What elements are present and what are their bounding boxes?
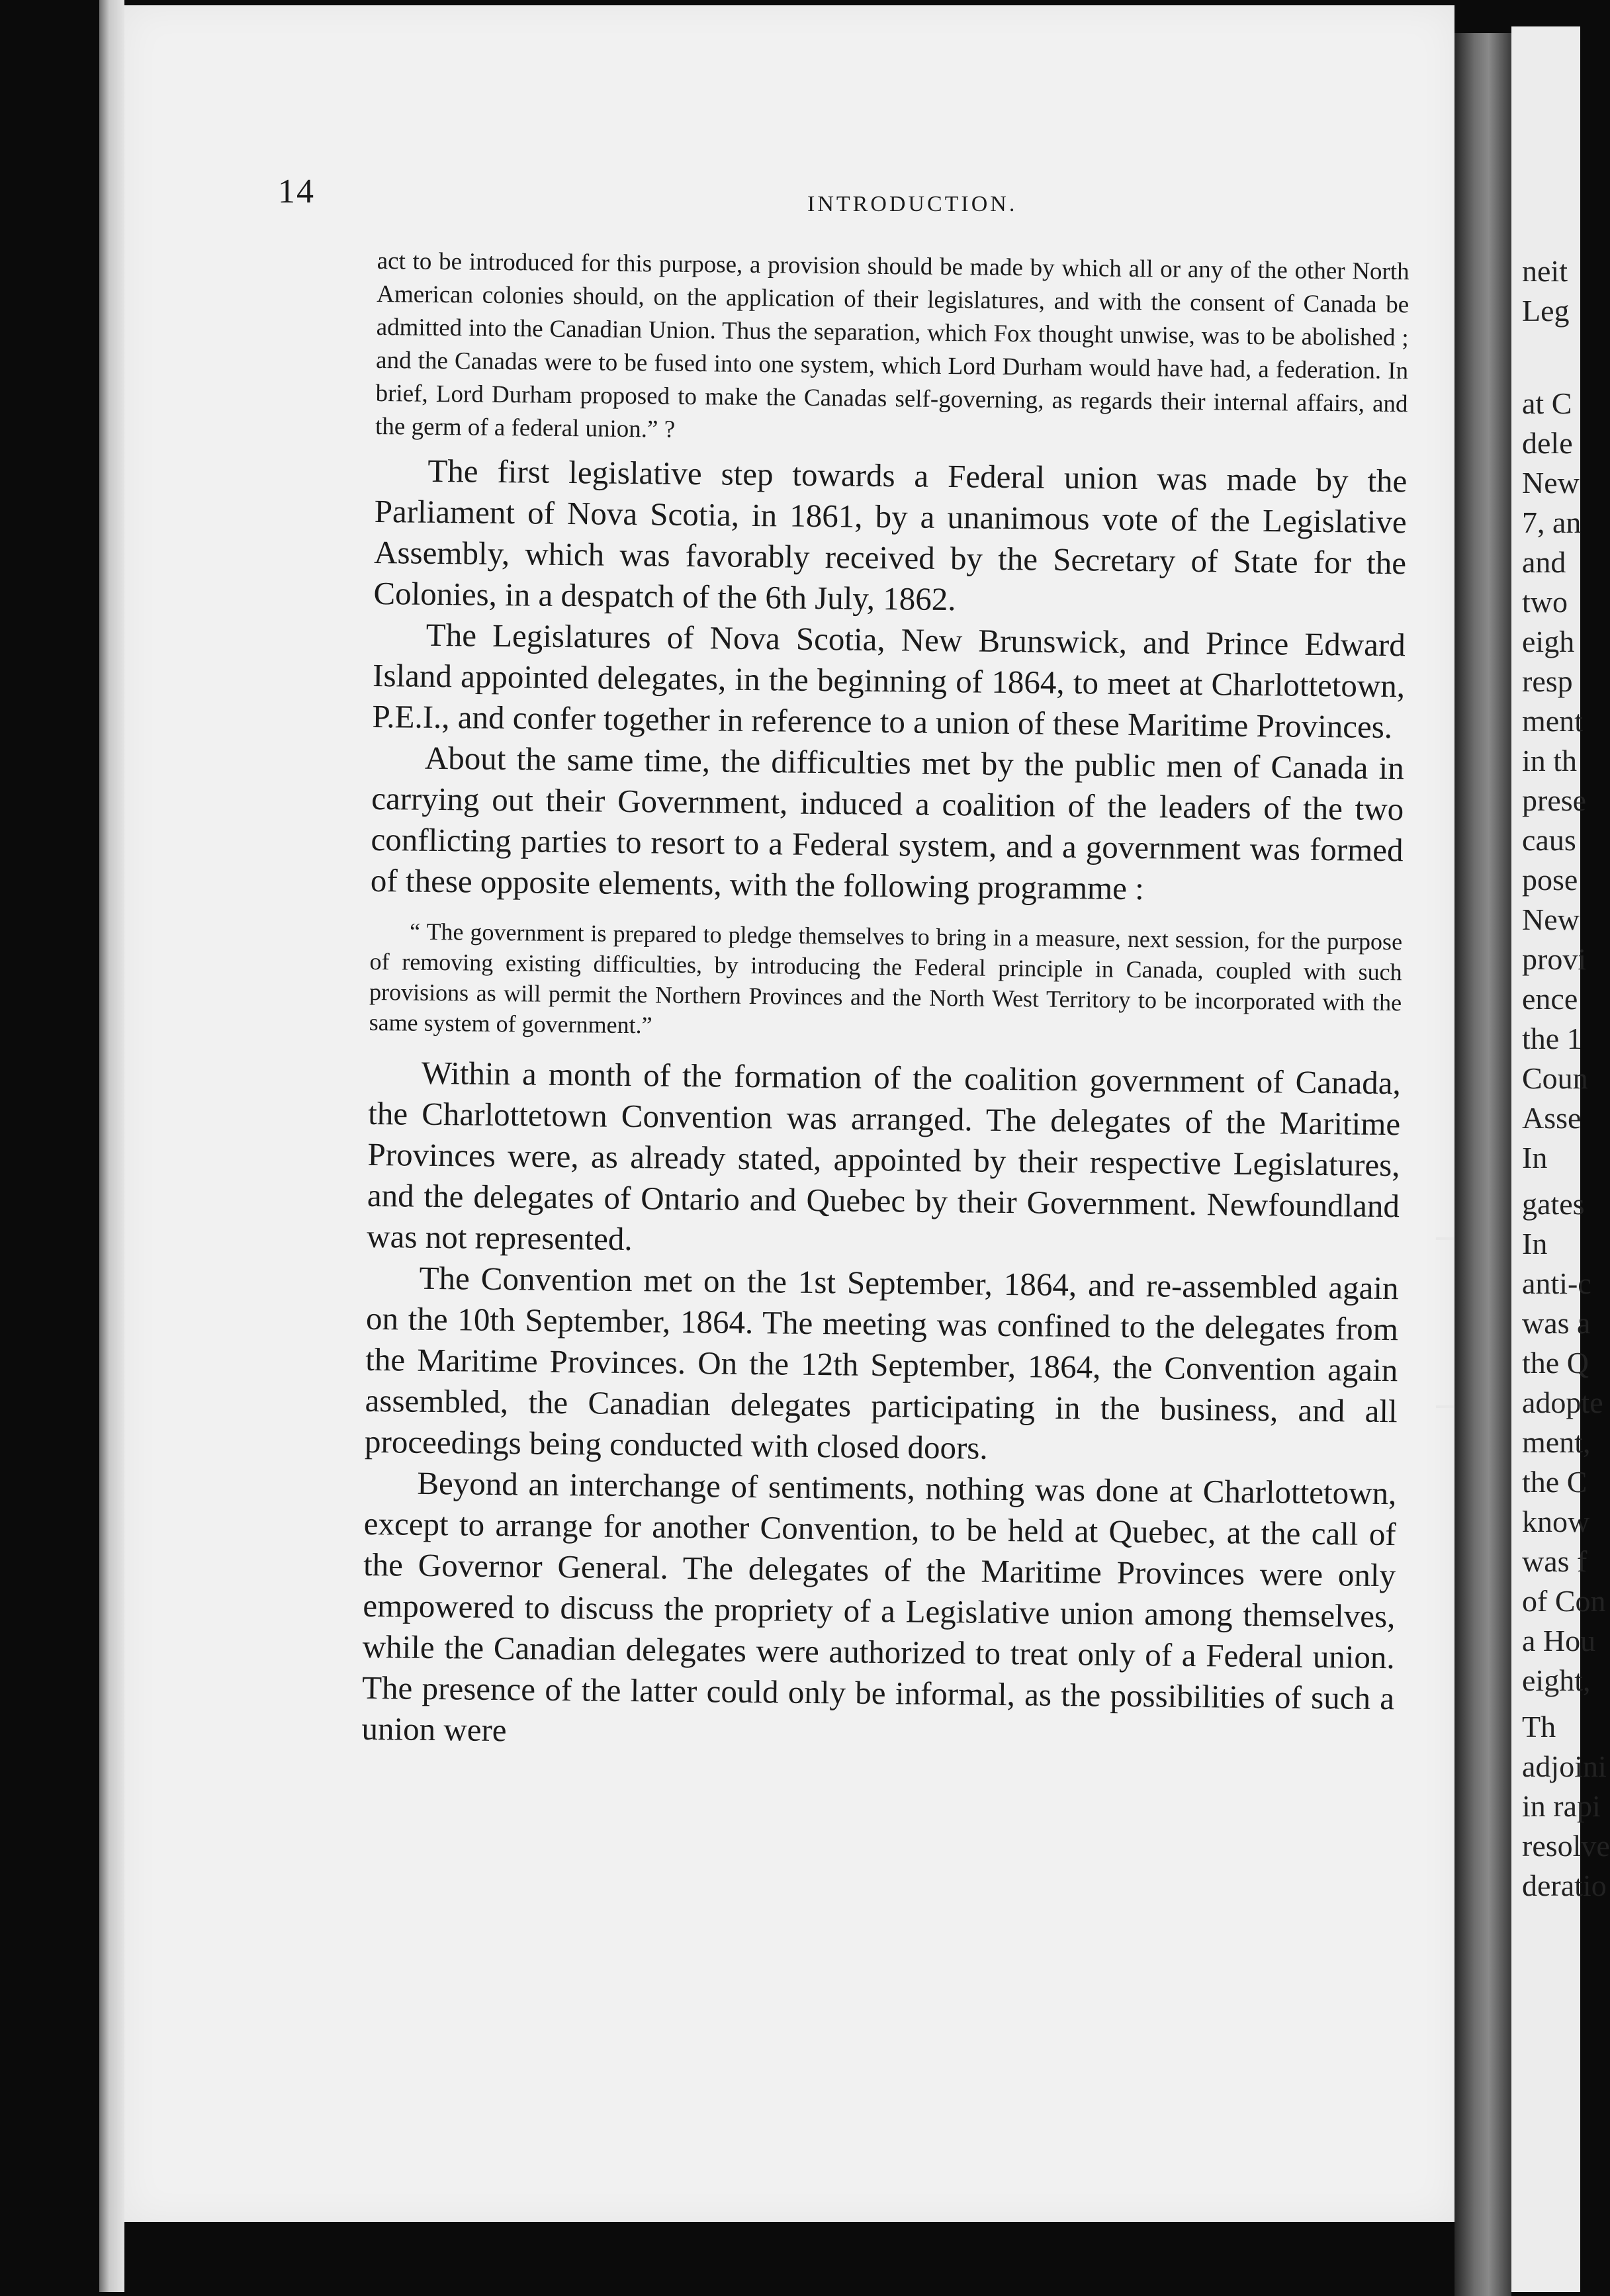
running-head: INTRODUCTION. [807, 192, 1018, 216]
quote-continuation: act to be introduced for this purpose, a provision should be made by which all or any of the other North American colonies should, on the application of their legislatures, and with the consent of Canada be admitted into the Canadian Union. Thus the separation, which Fox thought unwise, was to be abolished ; and the Canadas were to be fused into one system, which Lord Durham would have had, a federation. In brief, Lord Durham proposed to make the Canadas self-governing, as regards their internal affairs, and the germ of a federal union.” ? [375, 247, 1409, 443]
facing-page-line: adjoini [1522, 1749, 1607, 1783]
book-gutter-shadow [1454, 33, 1511, 2296]
facing-page-line: a Hou [1522, 1624, 1596, 1657]
facing-page-fragment [1511, 26, 1610, 2292]
facing-page-line: neit [1522, 254, 1568, 288]
paragraph-5: The Convention met on the 1st September, 1864, and re-assembled again on the 10th September, 1864. The meeting was confined to the delegates from the Maritime Provinces. On the 12th September, 1864, the Convention again assembled, the Canadian delegates participating in the business, and all proceedings being conducted with closed doors. [364, 1259, 1399, 1466]
facing-page-line: anti-c [1522, 1266, 1591, 1300]
facing-page-line: resolve [1522, 1829, 1610, 1863]
book-spine-edge [99, 0, 124, 2292]
facing-page-line: Leg [1522, 294, 1570, 328]
facing-page-line: dele [1522, 426, 1573, 460]
facing-page-line: Coun [1522, 1061, 1588, 1095]
facing-page-line: Asse [1522, 1101, 1582, 1135]
paragraph-6: Beyond an interchange of sentiments, nothing was done at Charlottetown, except to arrange for another Convention, to be held at Quebec, at the call of the Governor General. The delegates of the Maritime Provinces were only empowered to discuss the propriety of a Legislative union among themselves, while the Canadian delegates were authorized to treat only of a Federal union. The presence of the latter could only be informal, as the possibilities of such a union were [361, 1464, 1397, 1749]
facing-page-line: the C [1522, 1465, 1588, 1499]
paragraph-2: The Legislatures of Nova Scotia, New Brunswick, and Prince Edward Island appointed delegates, in the beginning of 1864, to meet at Charlottetown, P.E.I., and confer together in reference to a union of these Maritime Provinces. [372, 616, 1406, 746]
facing-page-line: New [1522, 466, 1580, 500]
paragraph-4: Within a month of the formation of the coalition government of Canada, the Charlottetown Convention was arranged. The delegates of the Maritime Provinces were, as already stated, appointed by their respective Legislatures, and the delegates of Ontario and Quebec by their Government. Newfoundland was not represented. [367, 1054, 1402, 1258]
facing-page-line: ment [1522, 704, 1583, 738]
paragraph-1: The first legislative step towards a Federal union was made by the Parliament of Nova Scotia, in 1861, by a unanimous vote of the Legislative Assembly, which was favorably received by the Secretary of State for the Colonies, in a despatch of the 6th July, 1862. [373, 452, 1408, 618]
facing-page-line: New [1522, 903, 1580, 936]
facing-page-line: know [1522, 1505, 1590, 1538]
main-text [361, 245, 1409, 1760]
facing-page-line: eigh [1522, 625, 1575, 658]
facing-page-line: was f [1522, 1544, 1588, 1578]
facing-page-line: provi [1522, 942, 1587, 976]
page-number: 14 [278, 173, 315, 210]
facing-page-line: ence [1522, 982, 1578, 1016]
facing-page-line: of Con [1522, 1584, 1606, 1618]
facing-page-line: pose [1522, 863, 1578, 897]
facing-page-line: In [1522, 1227, 1548, 1260]
facing-page-line: Th [1522, 1710, 1556, 1744]
facing-page-line: two [1522, 585, 1568, 619]
facing-page-line: In [1522, 1141, 1548, 1174]
facing-page-line: ment, [1522, 1425, 1591, 1459]
facing-page-line: the 1 [1522, 1022, 1582, 1055]
facing-page-line: 7, an [1522, 506, 1582, 539]
facing-page-line: the Q [1522, 1346, 1589, 1380]
facing-page-line: resp [1522, 664, 1573, 698]
facing-page-line: eight, [1522, 1663, 1591, 1697]
facing-page-line: caus [1522, 823, 1576, 857]
facing-page-line: was a [1522, 1306, 1591, 1340]
facing-page-line: at C [1522, 386, 1572, 420]
programme-quote: “ The government is prepared to pledge themselves to bring in a measure, next session, for the purpose of removing existing difficulties, by introducing the Federal principle in Canada, coupled with such provisions as will permit the Northern Provinces and the North West Territory to be incorporated with the same system of government.” [369, 918, 1403, 1039]
paragraph-3: About the same time, the difficulties met by the public men of Canada in carrying out their Government, induced a coalition of the leaders of the two conflicting parties to resort to a Federal system, and a government was formed of these opposite elements, with the following programme : [370, 739, 1405, 907]
facing-page-line: and [1522, 545, 1566, 579]
facing-page-line: in rapi [1522, 1789, 1601, 1823]
facing-page-line: adopte [1522, 1386, 1603, 1419]
page-header [278, 172, 1416, 225]
facing-page-line: prese [1522, 783, 1587, 817]
facing-page-line: gates [1522, 1187, 1585, 1221]
facing-page-line: deratio [1522, 1869, 1607, 1902]
facing-page-line: in th [1522, 744, 1578, 777]
